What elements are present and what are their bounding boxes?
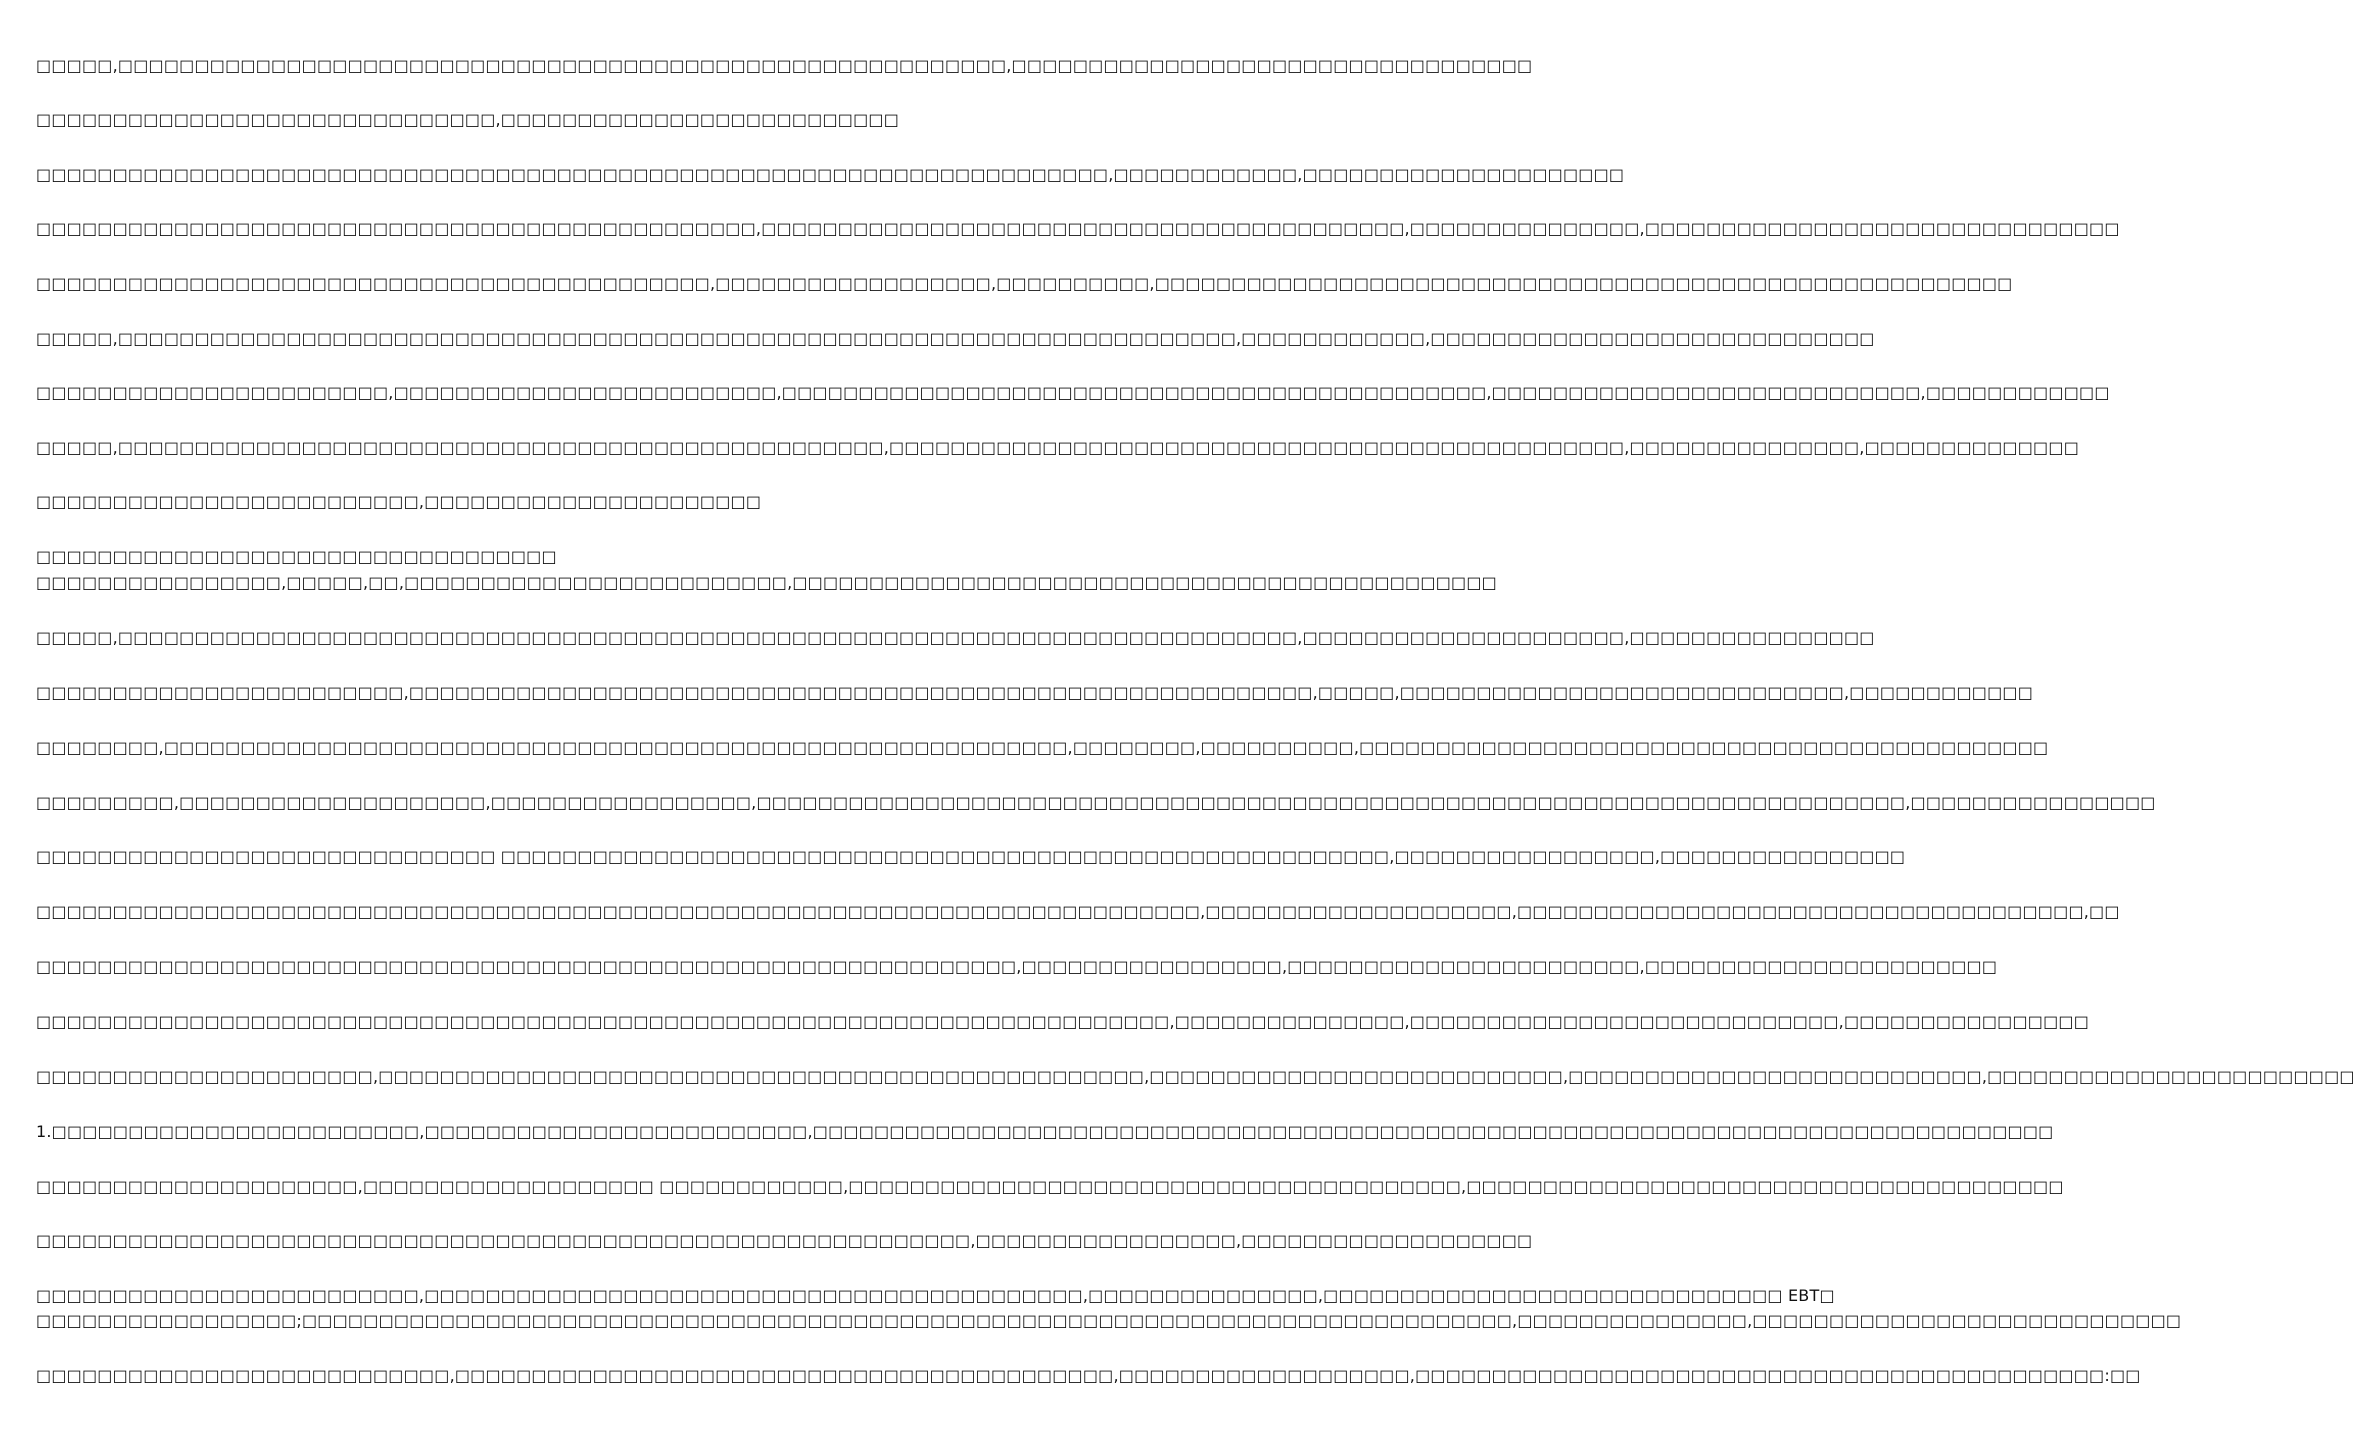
text-line: □□□□□□□□□□□□□□□□□□□□□,□□□□□□□□□□□□□□□□□□□ □□□□□□□□□□□□,□□□□□□□□□□□□□□□□□□□□□□□□□□□□□□□□□□□□□□□□,□□□□□□□□□□□□□□□□□□□□□□□□□□□□□□□□□□□□□□□: [36, 1177, 2064, 1196]
text-line: □□□□□□□□□□□□□□□□□□□□□□□□□□□□□□□□□□□□□□□□□□□□□□□□□□□□□□□□□□□□□□□□□□□□□□□□□□□□,□□□□□□□□□□□□□□□□□□□□,□□□□□□□□□□□□□□□□□□□□□□□□□□□□□□□□□□□□□,□□: [36, 902, 2120, 921]
text-line: □□□□□□□□□,□□□□□□□□□□□□□□□□□□□□,□□□□□□□□□□□□□□□□□,□□□□□□□□□□□□□□□□□□□□□□□□□□□□□□□□□□□□□□□□□□□□□□□□□□□□□□□□□□□□□□□□□□□□□□□□□□□,□□□□□□□□□□□□□□□□: [36, 793, 2156, 812]
text-line: □□□□□□□□□□□□□□□□□□□□□□,□□□□□□□□□□□□□□□□□□□□□□□□□□□□□□□□□□□□□□□□□□□□□□□□□□,□□□□□□□□□□□□□□□□□□□□□□□□□□□,□□□□□□□□□□□□□□□□□□□□□□□□□□□,□□□□□□□□□□□□□□□□□□□□□□□□: [36, 1067, 2355, 1086]
text-line: □□□□□□□□□□□□□□□□□;□□□□□□□□□□□□□□□□□□□□□□□□□□□□□□□□□□□□□□□□□□□□□□□□□□□□□□□□□□□□□□□□□□□□□□□□□□□□□□□,□□□□□□□□□□□□□□□,□□□□□□□□□□□□□□□□□□□□□□□□□□□□: [36, 1311, 2182, 1330]
text-line: □□□□□□□□□□□□□□□□□□□□□□□□□□□□□□□□□□□□□□□□□□□□□□□,□□□□□□□□□□□□□□□□□□□□□□□□□□□□□□□□□□□□□□□□□□,□□□□□□□□□□□□□□□,□□□□□□□□□□□□□□□□□□□□□□□□□□□□□□□: [36, 219, 2120, 238]
text-line: □□□□□□□□□□□□□□□□□□□□□□□□□□□□□□□□□□□□□□□□□□□□,□□□□□□□□□□□□□□□□□□,□□□□□□□□□□,□□□□□□□□□□□□□□□□□□□□□□□□□□□□□□□□□□□□□□□□□□□□□□□□□□□□□□□□: [36, 274, 2013, 293]
text-line: □□□□□□□□,□□□□□□□□□□□□□□□□□□□□□□□□□□□□□□□□□□□□□□□□□□□□□□□□□□□□□□□□□□□,□□□□□□□□,□□□□□□□□□□,□□□□□□□□□□□□□□□□□□□□□□□□□□□□□□□□□□□□□□□□□□□□□: [36, 738, 2049, 757]
text-line: □□□□□□□□□□□□□□□□□□□□□□□□□,□□□□□□□□□□□□□□□□□□□□□□□□□□□□□□□□□□□□□□□□□□□,□□□□□□□□□□□□□□□,□□□□□□□□□□□□□□□□□□□□□□□□□□□□□□ EBT□: [36, 1286, 1835, 1305]
text-line: □□□□□□□□□□□□□□□□,□□□□□,□□,□□□□□□□□□□□□□□□□□□□□□□□□□,□□□□□□□□□□□□□□□□□□□□□□□□□□□□□□□□□□□□□□□□□□□□□□: [36, 573, 1497, 592]
document-page: [36, 0, 2355, 1449]
text-line: □□□□□□□□□□□□□□□□□□□□□□□□,□□□□□□□□□□□□□□□□□□□□□□□□□□□□□□□□□□□□□□□□□□□□□□□□□□□□□□□□□□□,□□□□□,□□□□□□□□□□□□□□□□□□□□□□□□□□□□□,□□□□□□□□□□□□: [36, 683, 2034, 702]
text-line: □□□□□,□□□□□□□□□□□□□□□□□□□□□□□□□□□□□□□□□□□□□□□□□□□□□□□□□□□□□□□□□□□□□□□□□□□□□□□□□,□□□□□□□□□□□□,□□□□□□□□□□□□□□□□□□□□□□□□□□□□□: [36, 329, 1875, 348]
text-line: □□□□□,□□□□□□□□□□□□□□□□□□□□□□□□□□□□□□□□□□□□□□□□□□□□□□□□□□□□□□□□□□□□□□□□□□□□□□□□□□□□□,□□□□□□□□□□□□□□□□□□□□□,□□□□□□□□□□□□□□□□: [36, 628, 1875, 647]
text-line: □□□□□□□□□□□□□□□□□□□□□□□□□□□□□□,□□□□□□□□□□□□□□□□□□□□□□□□□□: [36, 110, 900, 129]
text-line: □□□□□,□□□□□□□□□□□□□□□□□□□□□□□□□□□□□□□□□□□□□□□□□□□□□□□□□□□□□□□□□□,□□□□□□□□□□□□□□□□□□□□□□□□□□□□□□□□□□: [36, 56, 1533, 75]
text-line: □□□□□□□□□□□□□□□□□□□□□□□□□□□□□□□□□□□□□□□□□□□□□□□□□□□□□□□□□□□□□,□□□□□□□□□□□□□□□□□,□□□□□□□□□□□□□□□□□□□: [36, 1231, 1533, 1250]
text-line: □□□□□□□□□□□□□□□□□□□□□□□□□,□□□□□□□□□□□□□□□□□□□□□□: [36, 492, 762, 511]
text-line: □□□□□,□□□□□□□□□□□□□□□□□□□□□□□□□□□□□□□□□□□□□□□□□□□□□□□□□□,□□□□□□□□□□□□□□□□□□□□□□□□□□□□□□□□□□□□□□□□□□□□□□□□,□□□□□□□□□□□□□□□,□□□□□□□□□□□□□□: [36, 438, 2080, 457]
text-line: □□□□□□□□□□□□□□□□□□□□□□□□□□□,□□□□□□□□□□□□□□□□□□□□□□□□□□□□□□□□□□□□□□□□□□□,□□□□□□□□□□□□□□□□□□□,□□□□□□□□□□□□□□□□□□□□□□□□□□□□□□□□□□□□□□□□□□□□□:□□: [36, 1366, 2141, 1385]
text-line: □□□□□□□□□□□□□□□□□□□□□□□□□□□□□□□□□□□□□□□□□□□□□□□□□□□□□□□□□□□□□□□□,□□□□□□□□□□□□□□□□□,□□□□□□□□□□□□□□□□□□□□□□□,□□□□□□□□□□□□□□□□□□□□□□□: [36, 957, 1998, 976]
numbered-item-line: 1.□□□□□□□□□□□□□□□□□□□□□□□□,□□□□□□□□□□□□□□□□□□□□□□□□□,□□□□□□□□□□□□□□□□□□□□□□□□□□□□□□□□□□□□□□□□□□□□□□□□□□□□□□□□□□□□□□□□□□□□□□□□□□□□□□□□□: [36, 1122, 2054, 1141]
text-line: □□□□□□□□□□□□□□□□□□□□□□□□□□□□□□□□□□□□□□□□□□□□□□□□□□□□□□□□□□□□□□□□□□□□□□,□□□□□□□□□□□□,□□□□□□□□□□□□□□□□□□□□□: [36, 165, 1625, 184]
text-line: □□□□□□□□□□□□□□□□□□□□□□□□□□□□□□ □□□□□□□□□□□□□□□□□□□□□□□□□□□□□□□□□□□□□□□□□□□□□□□□□□□□□□□□□□,□□□□□□□□□□□□□□□□□,□□□□□□□□□□□□□□□□: [36, 847, 1906, 866]
heading-line: □□□□□□□□□□□□□□□□□□□□□□□□□□□□□□□□□□: [36, 547, 557, 566]
text-line: □□□□□□□□□□□□□□□□□□□□□□□□□□□□□□□□□□□□□□□□□□□□□□□□□□□□□□□□□□□□□□□□□□□□□□□□□□,□□□□□□□□□□□□□□□,□□□□□□□□□□□□□□□□□□□□□□□□□□□□,□□□□□□□□□□□□□□□□: [36, 1012, 2090, 1031]
text-line: □□□□□□□□□□□□□□□□□□□□□□□,□□□□□□□□□□□□□□□□□□□□□□□□□,□□□□□□□□□□□□□□□□□□□□□□□□□□□□□□□□□□□□□□□□□□□□□□,□□□□□□□□□□□□□□□□□□□□□□□□□□□□,□□□□□□□□□□□□: [36, 383, 2110, 402]
